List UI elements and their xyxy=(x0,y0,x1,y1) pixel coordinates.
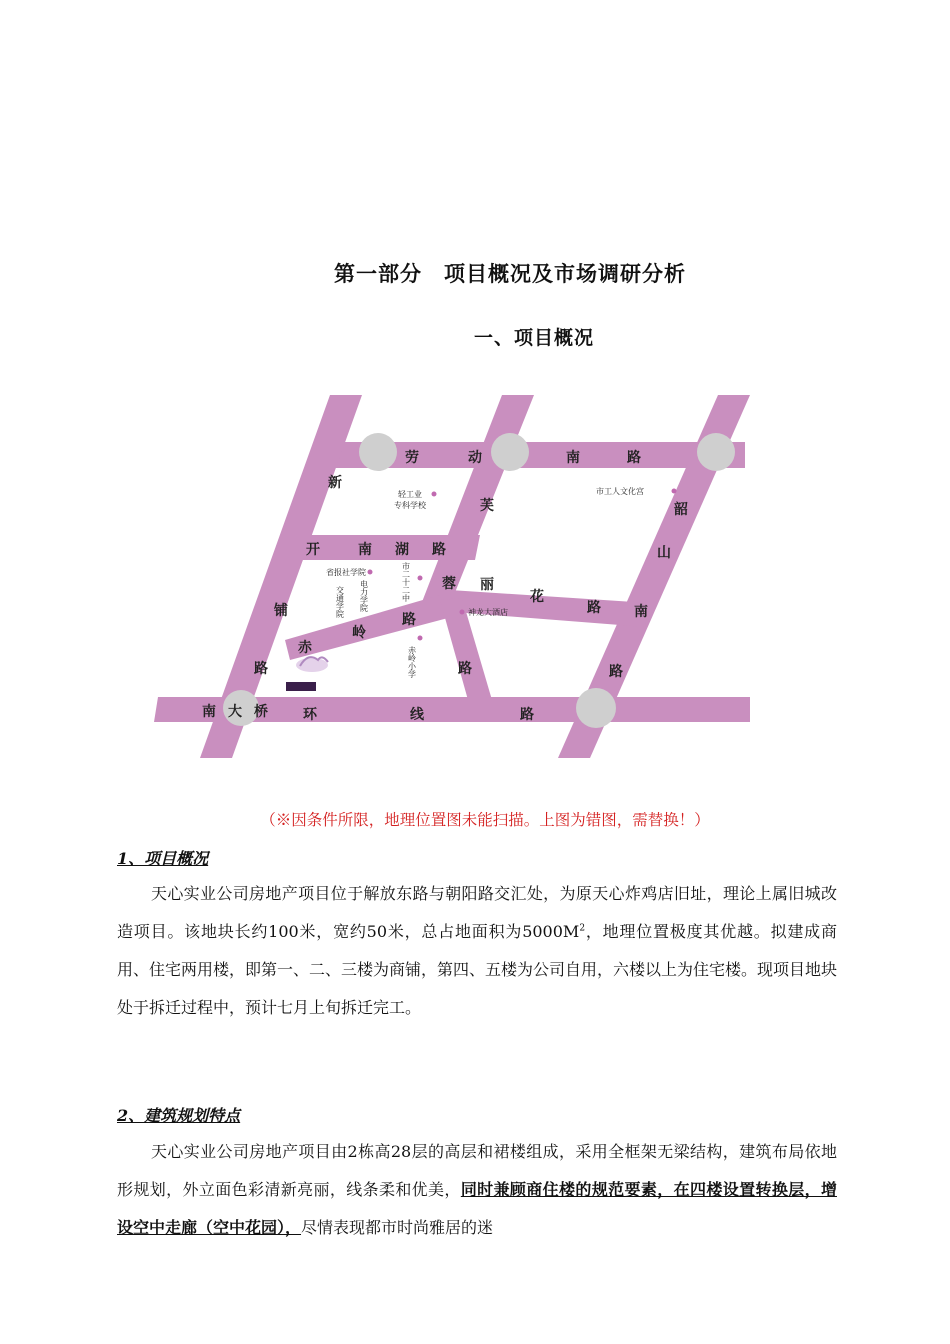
svg-text:湖: 湖 xyxy=(395,542,409,558)
svg-text:岭: 岭 xyxy=(352,625,366,641)
svg-text:路: 路 xyxy=(254,661,268,677)
svg-text:市二十二中: 市二十二中 xyxy=(401,562,411,602)
map-note: （※因条件所限，地理位置图未能扫描。上图为错图，需替换！） xyxy=(260,811,710,829)
section2-heading: 2、建筑规划特点 xyxy=(117,1106,241,1125)
road-furong xyxy=(422,395,534,610)
svg-text:桥: 桥 xyxy=(254,704,268,720)
svg-text:路: 路 xyxy=(609,664,623,680)
svg-text:电力学院: 电力学院 xyxy=(359,580,369,612)
svg-text:路: 路 xyxy=(587,600,601,616)
page-title: 第一部分 项目概况及市场调研分析 xyxy=(334,262,686,286)
svg-text:线: 线 xyxy=(410,707,424,723)
svg-text:山: 山 xyxy=(657,545,671,561)
svg-text:蓉: 蓉 xyxy=(442,576,456,592)
svg-text:铺: 铺 xyxy=(274,603,288,619)
section-subtitle: 一、项目概况 xyxy=(474,327,595,349)
svg-text:环: 环 xyxy=(303,707,317,723)
svg-text:南: 南 xyxy=(202,704,216,720)
svg-text:南: 南 xyxy=(634,604,648,620)
svg-text:开: 开 xyxy=(306,542,320,558)
svg-text:韶: 韶 xyxy=(674,502,688,518)
svg-text:路: 路 xyxy=(402,612,416,628)
section1-heading: 1、项目概况 xyxy=(117,849,209,868)
svg-text:花: 花 xyxy=(530,589,544,605)
svg-text:交通学院: 交通学院 xyxy=(335,586,345,618)
svg-text:大: 大 xyxy=(228,704,242,720)
svg-text:省报社学院: 省报社学院 xyxy=(326,568,366,577)
svg-text:市工人文化宫: 市工人文化宫 xyxy=(596,487,644,496)
svg-text:赤岭小学: 赤岭小学 xyxy=(407,646,417,678)
svg-text:轻工业: 轻工业 xyxy=(398,490,422,499)
svg-text:南: 南 xyxy=(358,542,372,558)
svg-text:新: 新 xyxy=(328,475,342,491)
section2-paragraph: 天心实业公司房地产项目由2栋高28层的高层和裙楼组成，采用全框架无梁结构，建筑布局依地形规划，外立面色彩清新亮丽，线条柔和优美，同时兼顾商住楼的规范要素，在四楼设置转换层，增设空中走廊（空中花园），尽情表现都市时尚雅居的迷 xyxy=(117,1142,837,1237)
svg-text:神龙大酒店: 神龙大酒店 xyxy=(468,608,508,617)
svg-text:赤: 赤 xyxy=(298,640,312,656)
location-map xyxy=(150,390,780,762)
svg-text:专科学校: 专科学校 xyxy=(394,501,426,510)
project-site-icon xyxy=(286,657,328,691)
svg-text:路: 路 xyxy=(458,661,472,677)
svg-text:路: 路 xyxy=(520,707,534,723)
svg-text:路: 路 xyxy=(627,450,641,466)
svg-text:动: 动 xyxy=(468,450,482,466)
svg-text:路: 路 xyxy=(432,542,446,558)
svg-text:劳: 劳 xyxy=(405,450,419,466)
svg-text:南: 南 xyxy=(566,450,580,466)
svg-text:丽: 丽 xyxy=(480,577,494,593)
svg-text:芙: 芙 xyxy=(480,498,494,514)
section1-paragraph: 天心实业公司房地产项目位于解放东路与朝阳路交汇处，为原天心炸鸡店旧址，理论上属旧城改造项目。该地块长约100米，宽约50米，总占地面积为$5000M^2$，地理位置极度其优越。拟建成商用、住宅两用楼，即第一、二、三楼为商铺，第四、五楼为公司自用，六楼以上为住宅楼。现项目地块处于拆迁过程中，预计七月上旬拆迁完工。 xyxy=(117,884,838,1017)
